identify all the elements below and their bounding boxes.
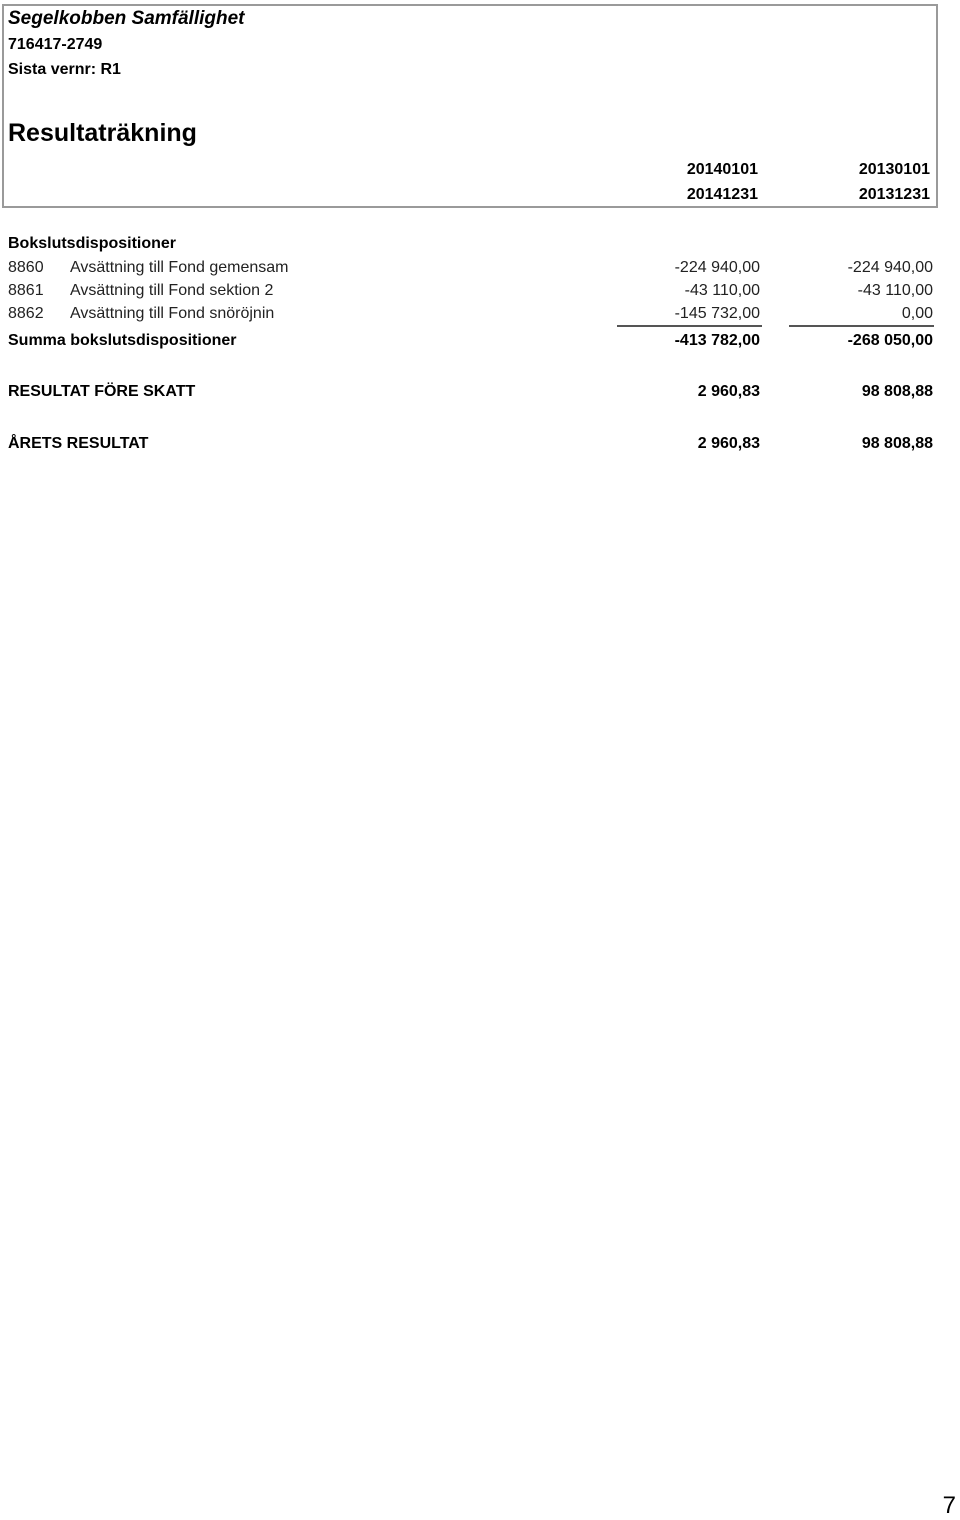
annual-result-previous: 98 808,88	[861, 435, 933, 452]
current-period-start: 20140101	[686, 161, 758, 178]
result-before-tax-label: RESULTAT FÖRE SKATT	[8, 383, 196, 400]
sum-divider-previous	[789, 325, 934, 327]
sum-current-amount: -413 782,00	[674, 332, 760, 349]
sum-label: Summa bokslutsdispositioner	[8, 332, 237, 349]
table-row	[0, 282, 960, 302]
annual-result-label: ÅRETS RESULTAT	[8, 435, 149, 452]
previous-amount: -43 110,00	[857, 282, 933, 299]
organization-number: 716417-2749	[8, 36, 103, 53]
current-amount: -145 732,00	[674, 305, 760, 322]
current-amount: -224 940,00	[674, 259, 760, 276]
current-amount: -43 110,00	[684, 282, 760, 299]
current-period-end: 20141231	[686, 186, 758, 203]
account-number: 8860	[8, 259, 44, 276]
page-number: 7	[942, 1492, 956, 1519]
result-before-tax-current: 2 960,83	[697, 383, 760, 400]
previous-period-start: 20130101	[858, 161, 930, 178]
account-description: Avsättning till Fond snöröjnin	[70, 305, 275, 322]
account-number: 8861	[8, 282, 44, 299]
previous-amount: 0,00	[901, 305, 933, 322]
previous-amount: -224 940,00	[847, 259, 933, 276]
previous-period-end: 20131231	[858, 186, 930, 203]
organization-name: Segelkobben Samfällighet	[8, 8, 245, 29]
sum-divider-current	[617, 325, 762, 327]
account-description: Avsättning till Fond sektion 2	[70, 282, 274, 299]
table-row	[0, 305, 960, 325]
account-description: Avsättning till Fond gemensam	[70, 259, 289, 276]
table-row	[0, 259, 960, 279]
version-number: Sista vernr: R1	[8, 61, 121, 78]
section-heading: Bokslutsdispositioner	[8, 235, 177, 252]
sum-previous-amount: -268 050,00	[847, 332, 933, 349]
report-title: Resultaträkning	[8, 119, 197, 147]
account-number: 8862	[8, 305, 44, 322]
annual-result-current: 2 960,83	[697, 435, 760, 452]
result-before-tax-previous: 98 808,88	[861, 383, 933, 400]
